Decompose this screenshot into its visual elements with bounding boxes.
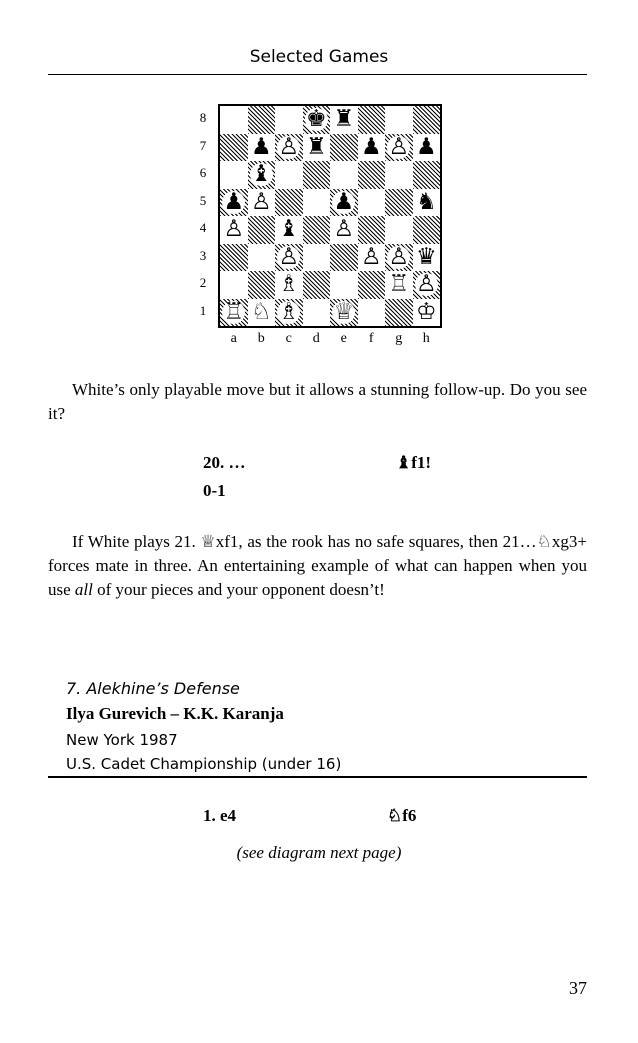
chess-piece-icon: ♙ [250, 188, 272, 215]
square-a1 [220, 299, 248, 327]
square-h5 [413, 189, 441, 217]
move-number: 20. … [203, 453, 246, 472]
square-b5 [248, 189, 276, 217]
square-g7 [385, 134, 413, 162]
square-b3 [248, 244, 276, 272]
analysis-paragraph [48, 530, 587, 602]
square-h8 [413, 106, 441, 134]
chess-piece-icon: ♖ [223, 298, 245, 325]
square-b6 [248, 161, 276, 189]
square-c2 [275, 271, 303, 299]
running-header: Selected Games [249, 47, 389, 67]
chess-piece-icon: ♟ [223, 188, 245, 215]
chess-piece-icon: ♟ [415, 133, 437, 160]
annotation-paragraph: White’s only playable move but it allows a stunning follow-up. Do you see it? [48, 380, 587, 423]
square-d2 [303, 271, 331, 299]
file-label: g [395, 331, 403, 346]
square-f7 [358, 134, 386, 162]
chess-piece-icon: ♗ [278, 298, 300, 325]
square-c6 [275, 161, 303, 189]
square-a7 [220, 134, 248, 162]
opening-title: 7. Alekhine’s Defense [66, 679, 240, 698]
square-e5 [330, 189, 358, 217]
file-label: c [285, 331, 292, 346]
analysis-part-1: If White plays 21. ♕xf1, as the rook has no safe squares, then 21…♘xg3+ forces mate in three. An entertaining example of what can happen when you use [48, 532, 587, 599]
square-c8 [275, 106, 303, 134]
square-g6 [385, 161, 413, 189]
chess-piece-icon: ♙ [333, 216, 355, 243]
square-e8 [330, 106, 358, 134]
square-a3 [220, 244, 248, 272]
square-h4 [413, 216, 441, 244]
chess-piece-icon: ♙ [388, 133, 410, 160]
square-f3 [358, 244, 386, 272]
square-h3 [413, 244, 441, 272]
black-move: ♝f1! [396, 453, 432, 472]
square-a6 [220, 161, 248, 189]
chess-piece-icon: ♙ [388, 243, 410, 270]
black-move-2: ♘f6 [387, 806, 417, 825]
square-e6 [330, 161, 358, 189]
rank-label: 8 [199, 110, 207, 125]
chess-piece-icon: ♙ [278, 133, 300, 160]
square-e3 [330, 244, 358, 272]
chess-piece-icon: ♛ [415, 243, 437, 270]
section-rule [48, 776, 587, 778]
chess-piece-icon: ♕ [333, 298, 355, 325]
square-d8 [303, 106, 331, 134]
analysis-part-2: of your pieces and your opponent doesn’t! [92, 580, 385, 599]
chess-piece-icon: ♜ [333, 106, 355, 133]
square-e1 [330, 299, 358, 327]
chess-piece-icon: ♝ [278, 216, 300, 243]
chess-piece-icon: ♙ [415, 271, 437, 298]
file-label: d [312, 331, 320, 346]
rank-label: 3 [199, 247, 207, 263]
square-b2 [248, 271, 276, 299]
rank-label: 1 [199, 302, 207, 318]
chess-piece-icon: ♙ [360, 243, 382, 270]
chess-piece-icon: ♘ [250, 298, 272, 325]
square-e2 [330, 271, 358, 299]
square-a8 [220, 106, 248, 134]
rank-label: 7 [199, 137, 207, 153]
square-e4 [330, 216, 358, 244]
rank-label: 4 [199, 220, 207, 235]
square-h7 [413, 134, 441, 162]
square-c3 [275, 244, 303, 272]
square-g5 [385, 189, 413, 217]
chess-piece-icon: ♖ [388, 271, 410, 298]
square-b7 [248, 134, 276, 162]
square-b4 [248, 216, 276, 244]
square-f4 [358, 216, 386, 244]
square-g1 [385, 299, 413, 327]
square-d3 [303, 244, 331, 272]
chess-piece-icon: ♗ [278, 271, 300, 298]
square-c7 [275, 134, 303, 162]
chess-piece-icon: ♚ [305, 106, 327, 133]
square-c4 [275, 216, 303, 244]
square-d4 [303, 216, 331, 244]
file-label: f [368, 331, 374, 346]
square-a4 [220, 216, 248, 244]
square-g8 [385, 106, 413, 134]
chess-piece-icon: ♞ [415, 188, 437, 215]
chess-piece-icon: ♙ [223, 216, 245, 243]
move-number-2: 1. e4 [203, 806, 237, 825]
file-label: b [257, 331, 265, 346]
square-d1 [303, 299, 331, 327]
game-event: U.S. Cadet Championship (under 16) [66, 755, 342, 773]
square-f8 [358, 106, 386, 134]
square-h1 [413, 299, 441, 327]
square-b8 [248, 106, 276, 134]
square-f2 [358, 271, 386, 299]
file-label: a [230, 331, 237, 346]
rank-label: 5 [199, 192, 207, 208]
game-result: 0-1 [203, 481, 226, 500]
players: Ilya Gurevich – K.K. Karanja [66, 704, 284, 723]
square-f5 [358, 189, 386, 217]
square-c5 [275, 189, 303, 217]
square-a5 [220, 189, 248, 217]
square-f1 [358, 299, 386, 327]
square-g4 [385, 216, 413, 244]
chess-piece-icon: ♝ [250, 161, 272, 188]
file-label: e [340, 331, 347, 346]
chess-piece-icon: ♟ [333, 188, 355, 215]
square-d5 [303, 189, 331, 217]
diagram-caption: (see diagram next page) [236, 843, 402, 862]
square-g3 [385, 244, 413, 272]
square-h2 [413, 271, 441, 299]
chess-piece-icon: ♟ [250, 133, 272, 160]
chess-piece-icon: ♜ [305, 133, 327, 160]
square-e7 [330, 134, 358, 162]
file-label: h [422, 331, 430, 346]
page-number: 37 [569, 978, 587, 998]
chess-piece-icon: ♙ [278, 243, 300, 270]
header-rule [48, 74, 587, 75]
square-g2 [385, 271, 413, 299]
rank-label: 2 [199, 275, 207, 290]
rank-label: 6 [199, 165, 207, 180]
square-h6 [413, 161, 441, 189]
chess-piece-icon: ♔ [415, 298, 437, 325]
game-place: New York 1987 [66, 731, 178, 749]
chess-piece-icon: ♟ [360, 133, 382, 160]
square-c1 [275, 299, 303, 327]
emphasis-all: all [74, 580, 93, 599]
chess-diagram [218, 104, 442, 328]
square-f6 [358, 161, 386, 189]
square-b1 [248, 299, 276, 327]
square-d6 [303, 161, 331, 189]
square-d7 [303, 134, 331, 162]
square-a2 [220, 271, 248, 299]
